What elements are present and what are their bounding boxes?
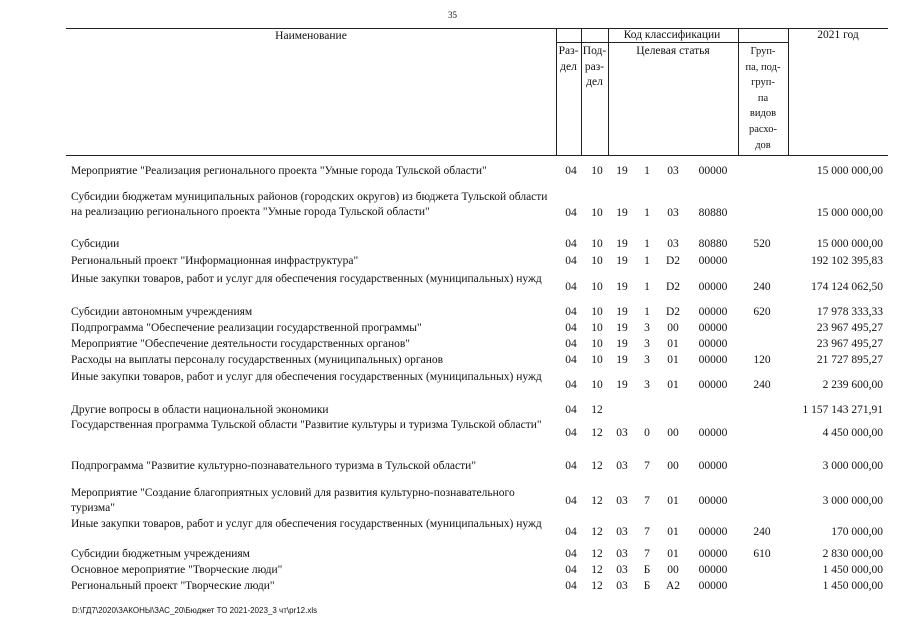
row-code-c1: 04	[565, 255, 577, 267]
row-code-c2: 12	[591, 548, 603, 560]
row-code-c1: 04	[565, 379, 577, 391]
row-code-c1: 04	[565, 404, 577, 416]
row-amount: 170 000,00	[831, 526, 883, 538]
row-code-c6: 00000	[698, 306, 728, 318]
row-code-c5: A2	[665, 580, 681, 592]
row-code-c5: 00	[667, 427, 679, 439]
row-code-c6: 80880	[698, 238, 728, 250]
row-code-c7: 610	[753, 548, 771, 560]
row-code-c4: 3	[644, 379, 650, 391]
row-name: Субсидии автономным учреждениям	[71, 306, 253, 318]
row-code-c7: 240	[753, 281, 771, 293]
row-code-c5: 00	[667, 460, 679, 472]
header-podrazdel-line: дел	[586, 76, 603, 88]
row-code-c4: 7	[644, 548, 650, 560]
row-code-c2: 10	[591, 354, 603, 366]
row-code-c2: 10	[591, 165, 603, 177]
row-code-c1: 04	[565, 460, 577, 472]
row-code-c1: 04	[565, 580, 577, 592]
row-code-c4: 1	[644, 238, 650, 250]
row-code-c3: 19	[616, 306, 628, 318]
row-code-c3: 03	[616, 427, 628, 439]
header-name: Наименование	[275, 30, 347, 42]
row-amount: 4 450 000,00	[822, 427, 883, 439]
header-target: Целевая статья	[636, 45, 710, 57]
row-code-c4: 1	[644, 255, 650, 267]
row-name: Субсидии	[71, 238, 120, 250]
row-amount: 3 000 000,00	[822, 495, 883, 507]
row-code-c5: 01	[667, 338, 679, 350]
header-vid-line: па	[757, 92, 769, 104]
row-code-c7: 240	[753, 526, 771, 538]
row-code-c3: 03	[616, 580, 628, 592]
row-code-c2: 10	[591, 207, 603, 219]
row-code-c2: 12	[591, 404, 603, 416]
row-amount: 2 239 600,00	[822, 379, 883, 391]
row-code-c6: 00000	[698, 460, 728, 472]
row-code-c3: 03	[616, 495, 628, 507]
row-name: Мероприятие "Создание благоприятных условий для развития культурно-познавательного туризма"	[71, 487, 515, 514]
row-code-c1: 04	[565, 526, 577, 538]
row-code-c2: 12	[591, 427, 603, 439]
row-amount: 3 000 000,00	[822, 460, 883, 472]
row-code-c6: 00000	[698, 165, 728, 177]
row-code-c4: 7	[644, 460, 650, 472]
row-code-c1: 04	[565, 495, 577, 507]
row-code-c3: 19	[616, 255, 628, 267]
row-code-c2: 12	[591, 564, 603, 576]
row-code-c2: 12	[591, 526, 603, 538]
row-code-c7: 620	[753, 306, 771, 318]
row-code-c6: 00000	[698, 354, 728, 366]
row-name: Иные закупки товаров, работ и услуг для обеспечения государственных (муниципальных) нужд	[71, 371, 542, 383]
row-code-c6: 80880	[698, 207, 728, 219]
row-code-c4: 1	[644, 306, 650, 318]
row-name: Государственная программа Тульской области "Развитие культуры и туризма Тульской области"	[71, 419, 542, 431]
row-code-c3: 19	[616, 207, 628, 219]
row-code-c7: 120	[753, 354, 771, 366]
row-code-c6: 00000	[698, 379, 728, 391]
row-code-c4: 3	[644, 322, 650, 334]
row-name: Субсидии бюджетным учреждениям	[71, 548, 250, 560]
row-code-c3: 19	[616, 379, 628, 391]
row-code-c6: 00000	[698, 495, 728, 507]
row-amount: 15 000 000,00	[816, 207, 883, 219]
header-vid-line: па, под-	[745, 61, 781, 73]
row-code-c5: D2	[665, 306, 681, 318]
row-code-c7: 520	[753, 238, 771, 250]
row-code-c5: D2	[665, 255, 681, 267]
row-code-c5: 03	[667, 165, 679, 177]
header-vid	[738, 44, 788, 153]
file-path-footer: D:\ГД7\2020\ЗАКОНЫ\ЗАС_20\Бюджет ТО 2021-2023_3 чт\pr12.xls	[72, 606, 318, 615]
row-code-c3: 03	[616, 548, 628, 560]
header-podrazdel-line: раз-	[584, 60, 605, 73]
header-divider	[788, 28, 789, 155]
row-code-c5: 01	[667, 495, 679, 507]
row-code-c1: 04	[565, 354, 577, 366]
row-code-c4: 0	[644, 427, 650, 439]
row-code-c1: 04	[565, 548, 577, 560]
row-code-c1: 04	[565, 306, 577, 318]
row-amount: 15 000 000,00	[816, 238, 883, 250]
header-vid-line: расхо-	[748, 123, 778, 135]
row-code-c6: 00000	[698, 338, 728, 350]
row-name: Региональный проект "Творческие люди"	[71, 580, 275, 592]
row-code-c4: 3	[644, 354, 650, 366]
row-code-c2: 10	[591, 238, 603, 250]
row-code-c4: 1	[644, 207, 650, 219]
row-name: Расходы на выплаты персоналу государственных (муниципальных) органов	[71, 354, 444, 366]
row-code-c4: 1	[644, 165, 650, 177]
row-code-c5: 00	[667, 564, 679, 576]
row-amount: 15 000 000,00	[816, 165, 883, 177]
row-code-c3: 19	[616, 322, 628, 334]
header-podrazdel	[581, 44, 608, 91]
row-code-c1: 04	[565, 322, 577, 334]
row-code-c2: 10	[591, 255, 603, 267]
row-code-c2: 12	[591, 580, 603, 592]
row-code-c3: 03	[616, 526, 628, 538]
row-amount: 1 157 143 271,91	[802, 404, 883, 416]
row-code-c4: Б	[643, 564, 651, 576]
row-code-c3: 19	[616, 338, 628, 350]
row-code-c5: 01	[667, 548, 679, 560]
row-amount: 1 450 000,00	[822, 580, 883, 592]
row-code-c1: 04	[565, 165, 577, 177]
row-code-c5: 03	[667, 207, 679, 219]
row-code-c1: 04	[565, 207, 577, 219]
header-year: 2021 год	[817, 29, 859, 41]
row-code-c5: D2	[665, 281, 681, 293]
row-code-c3: 19	[616, 354, 628, 366]
row-amount: 23 967 495,27	[816, 338, 883, 350]
row-code-c2: 10	[591, 281, 603, 293]
row-code-c1: 04	[565, 427, 577, 439]
row-code-c2: 10	[591, 379, 603, 391]
row-code-c6: 00000	[698, 322, 728, 334]
row-amount: 174 124 062,50	[811, 281, 883, 293]
row-name: Субсидии бюджетам муниципальных районов (городских округов) из бюджета Тульской области на реализацию регионального проекта "Умные города Тульской области"	[71, 191, 548, 218]
row-code-c3: 19	[616, 165, 628, 177]
row-amount: 2 830 000,00	[822, 548, 883, 560]
row-code-c1: 04	[565, 281, 577, 293]
row-code-c4: 3	[644, 338, 650, 350]
row-code-c6: 00000	[698, 580, 728, 592]
row-code-c7: 240	[753, 379, 771, 391]
row-code-c5: 01	[667, 354, 679, 366]
row-code-c5: 01	[667, 526, 679, 538]
header-vid-line: груп-	[751, 77, 775, 89]
row-code-c1: 04	[565, 564, 577, 576]
row-code-c2: 10	[591, 306, 603, 318]
row-code-c6: 00000	[698, 526, 728, 538]
row-name: Подпрограмма "Обеспечение реализации государственной программы"	[71, 322, 422, 334]
row-amount: 1 450 000,00	[822, 564, 883, 576]
row-amount: 23 967 495,27	[816, 322, 883, 334]
row-code-c2: 12	[591, 460, 603, 472]
row-code-c2: 12	[591, 495, 603, 507]
row-code-c4: Б	[643, 580, 651, 592]
row-code-c6: 00000	[698, 255, 728, 267]
row-code-c2: 10	[591, 322, 603, 334]
row-code-c4: 7	[644, 495, 650, 507]
row-name: Региональный проект "Информационная инфраструктура"	[71, 255, 359, 267]
row-name: Иные закупки товаров, работ и услуг для обеспечения государственных (муниципальных) нужд	[71, 273, 542, 285]
row-code-c1: 04	[565, 238, 577, 250]
row-code-c4: 1	[644, 281, 650, 293]
row-name: Мероприятие "Реализация регионального проекта "Умные города Тульской области"	[71, 165, 487, 177]
row-code-c3: 19	[616, 281, 628, 293]
header-vid-line: Груп-	[750, 46, 776, 57]
header-code-group: Код классификации	[623, 29, 721, 41]
row-name: Иные закупки товаров, работ и услуг для обеспечения государственных (муниципальных) нужд	[71, 518, 542, 530]
row-code-c4: 7	[644, 526, 650, 538]
row-name: Мероприятие "Обеспечение деятельности государственных органов"	[71, 338, 410, 350]
row-code-c5: 03	[667, 238, 679, 250]
row-amount: 21 727 895,27	[816, 354, 883, 366]
row-code-c3: 03	[616, 564, 628, 576]
header-razdel-line: Раз-	[558, 45, 579, 57]
page-number: 35	[448, 10, 457, 20]
row-code-c3: 03	[616, 460, 628, 472]
row-amount: 192 102 395,83	[811, 255, 883, 267]
row-name: Другие вопросы в области национальной экономики	[71, 404, 329, 416]
header-podrazdel-line: Под-	[582, 45, 607, 57]
header-razdel	[556, 44, 581, 75]
row-name: Основное мероприятие "Творческие люди"	[71, 564, 283, 576]
row-code-c6: 00000	[698, 427, 728, 439]
row-name: Подпрограмма "Развитие культурно-познавательного туризма в Тульской области"	[71, 460, 477, 472]
header-vid-line: дов	[755, 139, 771, 151]
row-code-c5: 00	[667, 322, 679, 334]
row-code-c5: 01	[667, 379, 679, 391]
row-code-c6: 00000	[698, 281, 728, 293]
row-code-c6: 00000	[698, 564, 728, 576]
row-code-c1: 04	[565, 338, 577, 350]
row-code-c6: 00000	[698, 548, 728, 560]
header-razdel-line: дел	[560, 60, 577, 73]
row-amount: 17 978 333,33	[816, 306, 883, 318]
row-code-c3: 19	[616, 238, 628, 250]
row-code-c2: 10	[591, 338, 603, 350]
header-vid-line: видов	[749, 108, 777, 120]
